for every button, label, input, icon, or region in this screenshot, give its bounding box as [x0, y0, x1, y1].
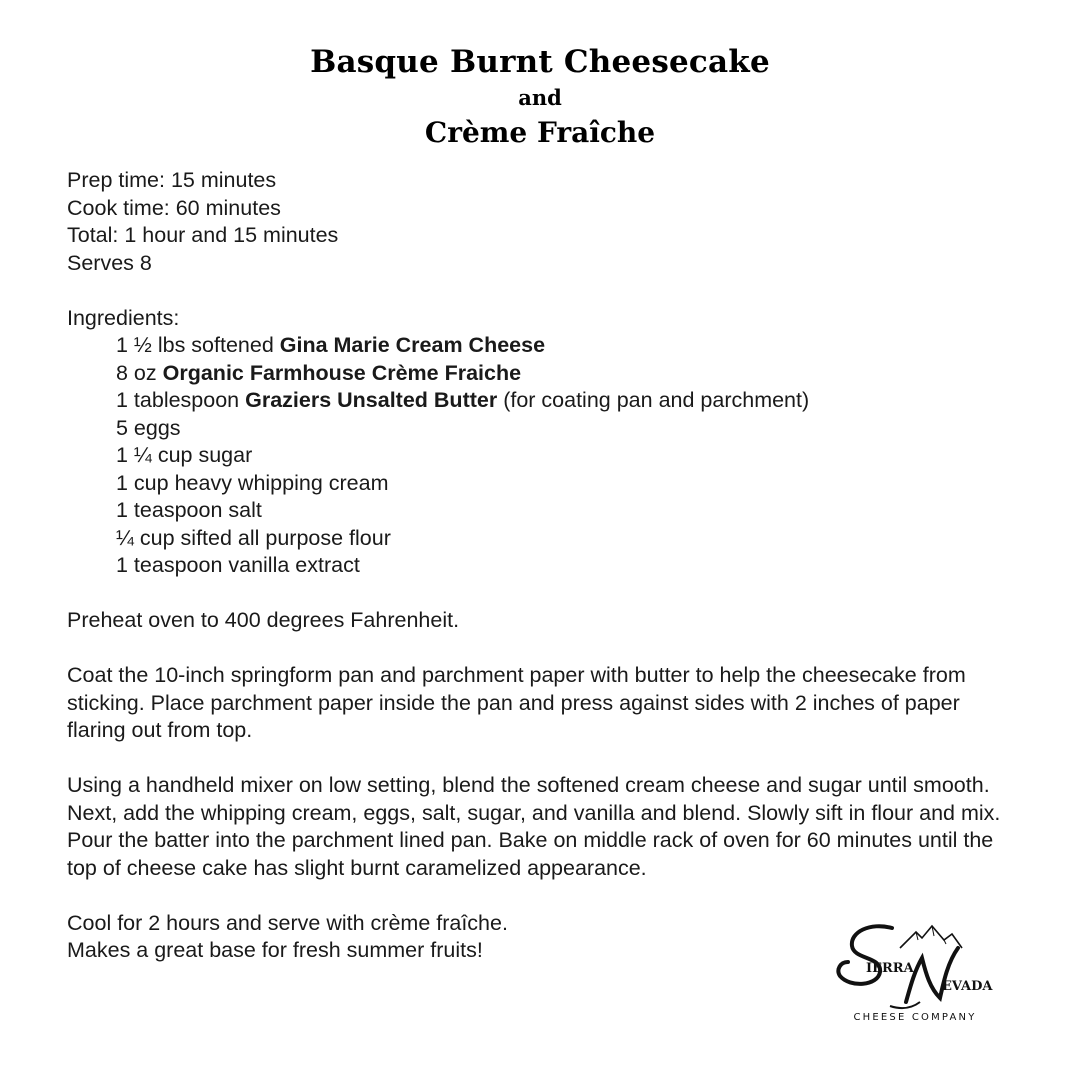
sierra-nevada-logo: [830, 918, 1000, 1030]
total-time: Total: 1 hour and 15 minutes: [67, 223, 339, 247]
svg-text:EVADA: EVADA: [942, 979, 993, 994]
recipe-title: [0, 42, 1080, 152]
list-item: 1 tablespoon Graziers Unsalted Butter (for coating pan and parchment): [116, 388, 810, 412]
list-item: 1 teaspoon vanilla extract: [116, 553, 360, 577]
step-cool: Cool for 2 hours and serve with crème fraîche.: [67, 910, 508, 935]
serves: Serves 8: [67, 250, 152, 275]
list-item: 1 teaspoon salt: [116, 498, 262, 522]
step-coat: Coat the 10-inch springform pan and parchment paper with butter to help the cheesecake from sticking. Place parchment paper inside the pan and press against sides with 2 inches of paper flaring out from top.: [67, 663, 966, 742]
list-item: 1 cup heavy whipping cream: [116, 470, 389, 495]
list-item: 1 ¼ cup sugar: [116, 443, 253, 467]
list-item: 1 ½ lbs softened Gina Marie Cream Cheese: [116, 333, 546, 357]
svg-text:IERRA: IERRA: [866, 961, 914, 976]
step-preheat: Preheat oven to 400 degrees Fahrenheit.: [67, 608, 460, 632]
title-connector: and: [518, 85, 562, 110]
logo-tagline: CHEESE COMPANY: [853, 1012, 977, 1023]
ingredients-list: [67, 332, 1017, 580]
cook-time: Cook time: 60 minutes: [67, 195, 281, 220]
list-item: ¼ cup sifted all purpose flour: [116, 525, 391, 550]
title-main: Basque Burnt Cheesecake: [310, 44, 770, 80]
step-mix: Using a handheld mixer on low setting, blend the softened cream cheese and sugar until smooth. Next, add the whipping cream, eggs, salt, sugar, and vanilla and blend. Slowly sift in flour and mix. Pour the batter into the parchment lined pan. Bake on middle rack of oven for 60 minutes until the top of cheese cake has slight burnt caramelized appearance.: [67, 773, 1001, 880]
list-item: 5 eggs: [116, 415, 181, 440]
list-item: 8 oz Organic Farmhouse Crème Fraiche: [116, 360, 522, 385]
logo-mark-icon: [830, 918, 1000, 1012]
title-sub: Crème Fraîche: [424, 116, 656, 149]
ingredients-heading: Ingredients:: [67, 305, 180, 330]
recipe-body: [67, 167, 1017, 965]
prep-time: Prep time: 15 minutes: [67, 168, 277, 192]
step-note: Makes a great base for fresh summer fruits!: [67, 938, 483, 962]
